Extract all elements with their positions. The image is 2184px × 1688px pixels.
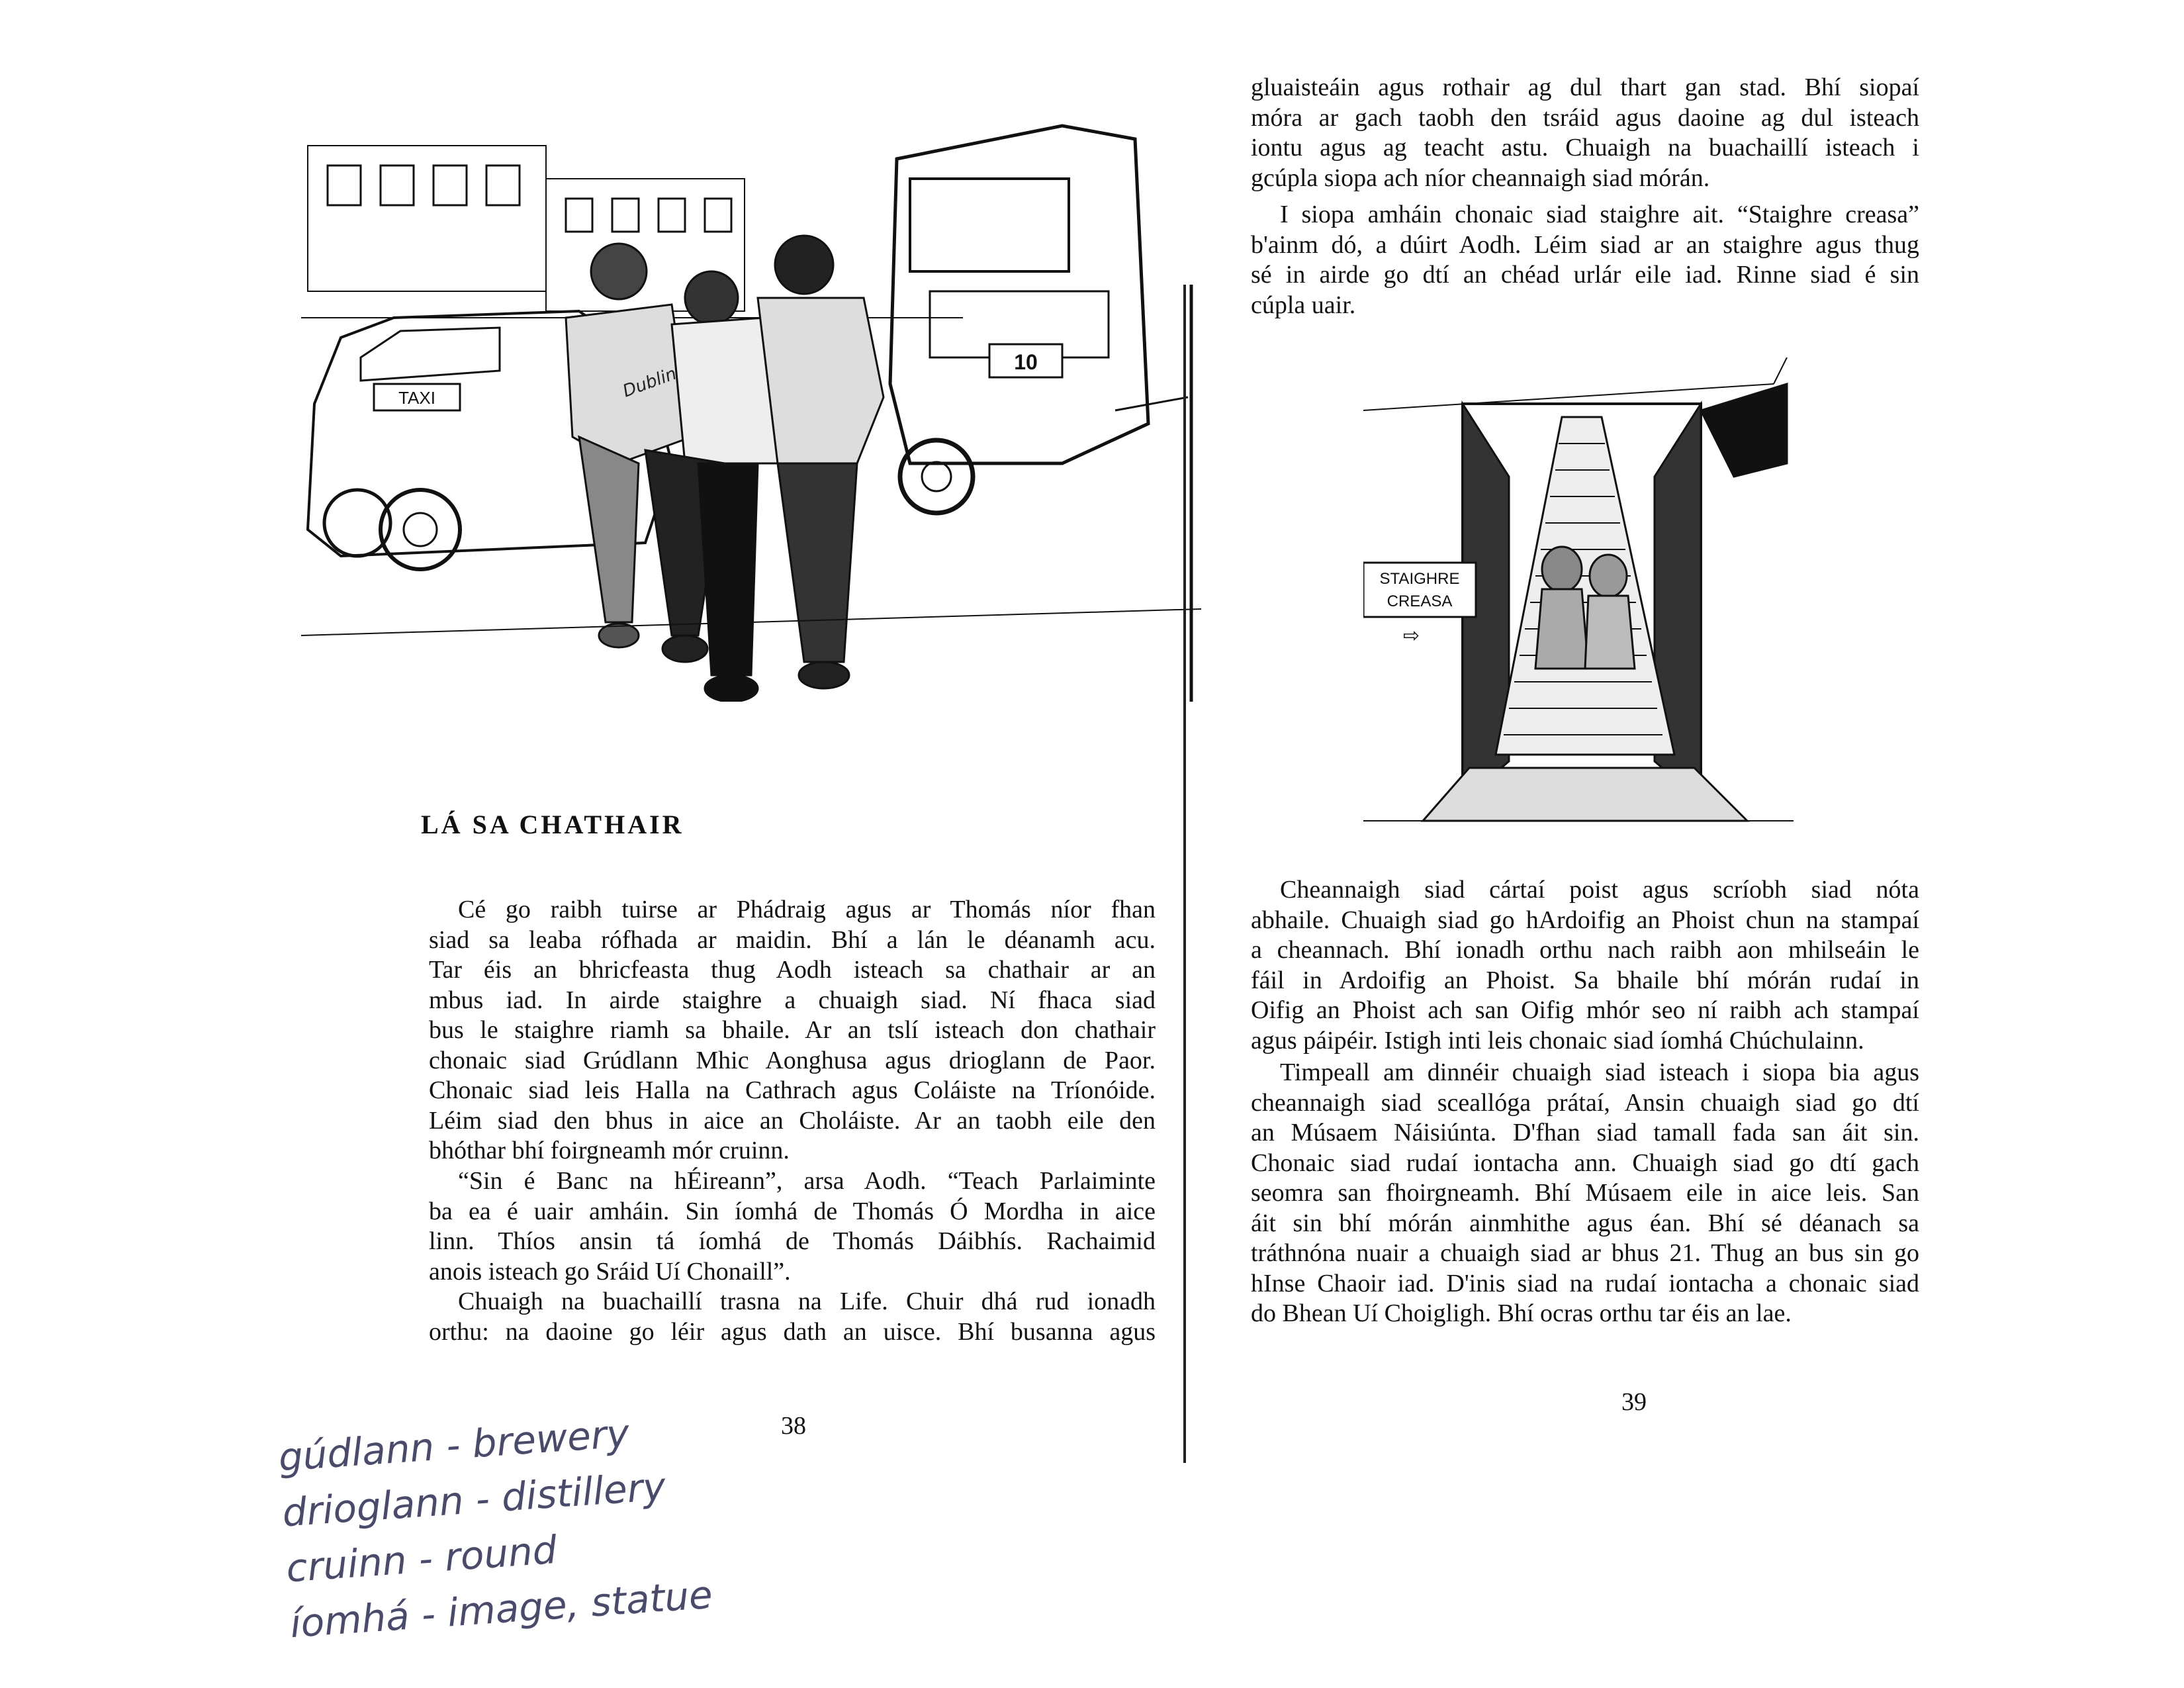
text-line: a cheannach. Bhí ionadh orthu nach raibh aon mhilseáin le [1251,936,1919,964]
text-line: agus páipéir. Istigh inti leis chonaic siad íomhá Chúchulainn. [1251,1026,1864,1055]
text-line: fáil in Ardoifig an Phoist. Sa bhaile bhí mórán rudaí in [1251,966,1919,994]
text-line: an Músaem Náisiúnta. D'fhan siad tamall fada san áit sin. [1251,1119,1919,1147]
text-line: cúpla uair. [1251,291,1356,319]
handwritten-note: gúdlann - brewery [277,1410,631,1480]
chapter-title: LÁ SA CHATHAIR [421,810,684,839]
right-paragraph-3 [1251,875,1919,1056]
handwritten-note: drioglann - distillery [281,1464,667,1536]
right-paragraph-4 [1251,1058,1919,1329]
text-line: bhóthar bhí foirgneamh mór cruinn. [429,1137,790,1164]
taxi-sign: TAXI [398,388,435,408]
text-line: do Bhean Uí Choigligh. Bhí ocras orthu tar éis an lae. [1251,1299,1792,1327]
text-line: Chonaic siad rudaí iontacha ann. Chuaigh siad go dtí gach [1251,1149,1919,1177]
left-paragraph-1 [429,895,1156,1166]
escalator-illustration [1363,357,1800,847]
text-line: mbus iad. In airde staighre a chuaigh siad. Ní fhaca siad [429,986,1156,1014]
text-line: áit sin bhí mórán ainmhithe agus éan. Bhí sé déanach sa [1251,1209,1919,1237]
text-line: b'ainm dó, a dúirt Aodh. Léim siad ar an staighre agus thug [1251,230,1919,259]
text-line: Chuaigh na buachaillí trasna na Life. Chuir dhá rud ionadh [458,1288,1156,1315]
text-line: abhaile. Chuaigh siad go hArdoifig an Phoist chun na stampaí [1251,906,1919,934]
shirt-text: Dublin [620,363,680,402]
text-line: Léim siad den bhus in aice an Choláiste. Ar an taobh eile den [429,1106,1156,1135]
arrow-right-icon: ⇨ [1403,624,1420,647]
text-line: gluaisteáin agus rothair ag dul thart gan stad. Bhí siopaí [1251,73,1919,101]
text-line: Oifig an Phoist ach san Oifig mhór seo ní raibh ach stampaí [1251,996,1919,1024]
text-line: Chonaic siad leis Halla na Cathrach agus Coláiste na Tríonóide. [429,1076,1156,1104]
text-line: siad sa leaba rófhada ar maidin. Bhí a lán le déanamh acu. [429,925,1156,954]
page-number-left: 38 [781,1412,806,1440]
text-line: sé in airde go dtí an chéad urlár eile iad. Rinne siad é sin [1251,261,1919,289]
handwritten-note: cruinn - round [285,1526,559,1591]
text-line: Tar éis an bhricfeasta thug Aodh isteach sa chathair ar an [429,956,1156,984]
handwritten-notes [277,1400,714,1652]
left-paragraph-2 [429,1166,1156,1287]
text-line: anois isteach go Sráid Uí Chonaill”. [429,1257,791,1286]
text-line: ba ea é uair amháin. Sin íomhá de Thomás Ó Mordha in aice [429,1197,1156,1225]
staighre-sign-line-2: CREASA [1387,592,1453,610]
text-line: I siopa amháin chonaic siad staighre ait. “Staighre creasa” [1280,201,1919,228]
text-line: hInse Chaoir iad. D'inis siad na rudaí iontacha a chonaic siad [1251,1269,1919,1297]
text-line: cheannaigh siad sceallóga prátaí, Ansin chuaigh siad go dtí [1251,1088,1919,1117]
right-paragraph-2 [1251,200,1919,320]
text-line: linn. Thíos ansin tá íomhá de Thomás Dáibhís. Rachaimid [429,1227,1156,1255]
text-line: tráthnóna nuair a chuaigh siad ar bhus 21. Thug an bus sin go [1251,1239,1919,1267]
text-line: Timpeall am dinnéir chuaigh siad isteach i siopa bia agus [1280,1058,1919,1086]
left-paragraph-3 [429,1287,1156,1347]
text-line: seomra san fhoirgneamh. Bhí Músaem eile in aice leis. San [1251,1179,1919,1207]
street-scene-illustration [301,119,1201,702]
text-line: gcúpla siopa ach níor cheannaigh siad mórán. [1251,164,1710,192]
text-line: Cé go raibh tuirse ar Phádraig agus ar Thomás níor fhan [458,896,1156,923]
text-line: bus le staighre riamh sa bhaile. Ar an tslí isteach don chathair [429,1016,1156,1044]
right-page [1185,0,2184,1688]
page-number-right: 39 [1621,1388,1647,1416]
staighre-sign-line-1: STAIGHRE [1379,570,1460,588]
text-line: “Sin é Banc na hÉireann”, arsa Aodh. “Teach Parlaiminte [458,1167,1156,1195]
right-paragraph-1 [1251,73,1919,193]
handwritten-note: íomhá - image, statue [289,1571,714,1647]
text-line: móra ar gach taobh den tsráid agus daoine ag dul isteach [1251,103,1919,132]
text-line: orthu: na daoine go léir agus dath an uisce. Bhí busanna agus [429,1317,1156,1346]
text-line: iontu agus ag teacht astu. Chuaigh na buachaillí isteach i [1251,134,1919,162]
text-line: chonaic siad Grúdlann Mhic Aonghusa agus drioglann de Paor. [429,1046,1156,1074]
text-line: Cheannaigh siad cártaí poist agus scríobh siad nóta [1280,876,1919,904]
bus-number: 10 [1014,350,1038,374]
